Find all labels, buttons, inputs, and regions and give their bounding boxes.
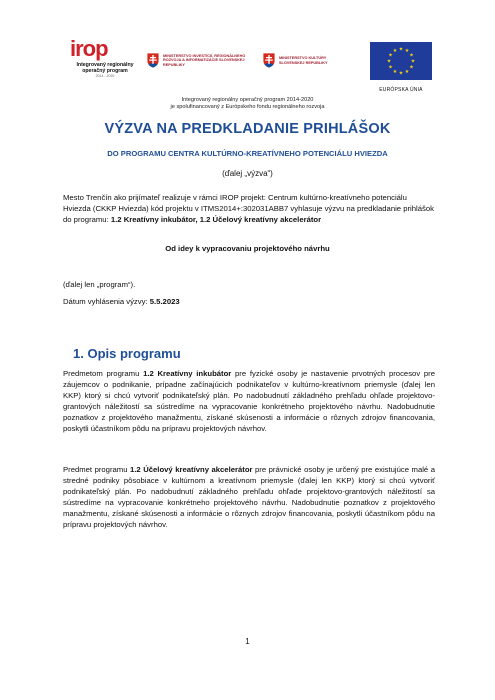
svg-text:★: ★ bbox=[388, 64, 393, 71]
slovak-crest-icon bbox=[146, 52, 160, 69]
section-paragraph-accelerator bbox=[63, 464, 435, 530]
section-heading bbox=[73, 346, 181, 361]
intro-programs: 1.2 Kreatívny inkubátor, 1.2 Účelový kreatívny akcelerátor bbox=[110, 215, 322, 224]
funding-note bbox=[0, 97, 495, 111]
irop-wordmark-text: irop bbox=[70, 36, 108, 61]
paragraph-text: Predmet programu bbox=[63, 465, 130, 474]
intro-paragraph bbox=[63, 192, 435, 225]
ministry-investment-logo bbox=[146, 52, 255, 69]
svg-text:★: ★ bbox=[392, 48, 398, 54]
paragraph-text: pre fyzické osoby je nastavenie prvotných procesov pre záujemcov o podnikanie, prípadne začínajúcich podnikateľov v kultúrno-kreatívnom priemysle (ďalej len KKP) ktorý si chcú vytvoriť podnikateľský plán. Po nadobudnutí základného prehľadu ohľade projektovo-grantových náležitostí sa sústredíme na vypracovanie konkrétneho projektového návrhu. Nadobudnutie poznatkov z projektového manažmentu, získané skúsenosti a informácie o rôznych zdrojov financovania, poskytli účastníkom pôdu na prípravu projektových návrhov. bbox=[63, 369, 435, 433]
irop-caption: Integrovaný regionálny operačný program bbox=[76, 62, 134, 74]
funding-note-line1: Integrovaný regionálny operačný program 2014-2020 bbox=[181, 97, 314, 103]
date-label: Dátum vyhlásenia výzvy: bbox=[63, 297, 150, 306]
ministry-culture-logo bbox=[262, 52, 341, 69]
svg-text:★: ★ bbox=[404, 48, 410, 54]
svg-text:★: ★ bbox=[404, 69, 410, 75]
svg-text:★: ★ bbox=[386, 58, 392, 65]
intro-text: Mesto Trenčín ako prijímateľ realizuje v rámci IROP projekt: Centrum kultúrno-kreatívneho potenciálu Hviezda (CKKP Hviezda) kód projektu v ITMS2014+:302031ABB7 vyhlasuje výzvu na predkladanie prihlášok do programu: bbox=[63, 193, 434, 224]
ministry-culture-text: MINISTERSTVO KULTÚRY SLOVENSKEJ REPUBLIKY bbox=[279, 55, 328, 65]
svg-text:★: ★ bbox=[410, 58, 416, 65]
section-paragraph-incubator bbox=[63, 368, 435, 434]
announcement-date bbox=[63, 296, 435, 307]
svg-text:★: ★ bbox=[398, 46, 404, 53]
paragraph-highlight: 1.2 Kreatívny inkubátor bbox=[143, 369, 232, 378]
svg-text:★: ★ bbox=[392, 69, 398, 75]
irop-logo bbox=[70, 38, 140, 78]
irop-wordmark bbox=[70, 38, 140, 60]
svg-text:★: ★ bbox=[409, 52, 414, 59]
ministry-investment-text: MINISTERSTVO INVESTÍCIÍ, REGIONÁLNEHO ROZVOJA A INFORMATIZÁCIE SLOVENSKEJ REPUBLIKY bbox=[163, 53, 246, 67]
date-value: 5.5.2023 bbox=[149, 297, 180, 306]
title-alias: (ďalej „výzva“) bbox=[222, 169, 273, 178]
section-heading-text: 1. Opis programu bbox=[73, 346, 181, 361]
irop-years: 2014 - 2020 bbox=[95, 74, 115, 78]
paragraph-highlight: 1.2 Účelový kreatívny akcelerátor bbox=[130, 465, 253, 474]
svg-text:★: ★ bbox=[409, 64, 414, 71]
funding-note-line2: je spolufinancovaný z Európskeho fondu regionálneho rozvoja bbox=[170, 104, 325, 110]
slovak-crest-icon bbox=[262, 52, 276, 69]
paragraph-text: pre právnické osoby je určený pre existujúce malé a stredné podniky pôsobiace v kultúrnom a kreatívnom priemysle (ďalej len KKP) ktorý si chcú vytvoriť podnikateľský plán. Po nadobudnutí základného prehľadu ohľade projektovo-grantových náležitostí sa sústredíme na vypracovanie konkrétneho projektového návrhu. Nadobudnutie poznatkov z projektového manažmentu, získané skúsenosti a informácie o rôznych zdrojov financovania, poskytli účastníkom pôdu na prípravu projektových návrhov. bbox=[63, 465, 435, 529]
page-number: 1 bbox=[245, 637, 250, 646]
svg-text:★: ★ bbox=[388, 52, 393, 59]
program-tagline: Od idey k vypracovaniu projektového návrhu bbox=[165, 244, 330, 253]
paragraph-text: Predmetom programu bbox=[63, 369, 144, 378]
page-subtitle: DO PROGRAMU CENTRA KULTÚRNO-KREATÍVNEHO POTENCIÁLU HVIEZDA bbox=[107, 149, 388, 158]
eu-label: EURÓPSKA ÚNIA bbox=[379, 87, 423, 93]
page-title: VÝZVA NA PREDKLADANIE PRIHLÁŠOK bbox=[104, 121, 391, 137]
program-alias: (ďalej len „program“). bbox=[63, 280, 136, 289]
eu-logo bbox=[370, 42, 432, 93]
eu-flag-icon bbox=[370, 42, 432, 80]
svg-text:★: ★ bbox=[398, 70, 404, 77]
